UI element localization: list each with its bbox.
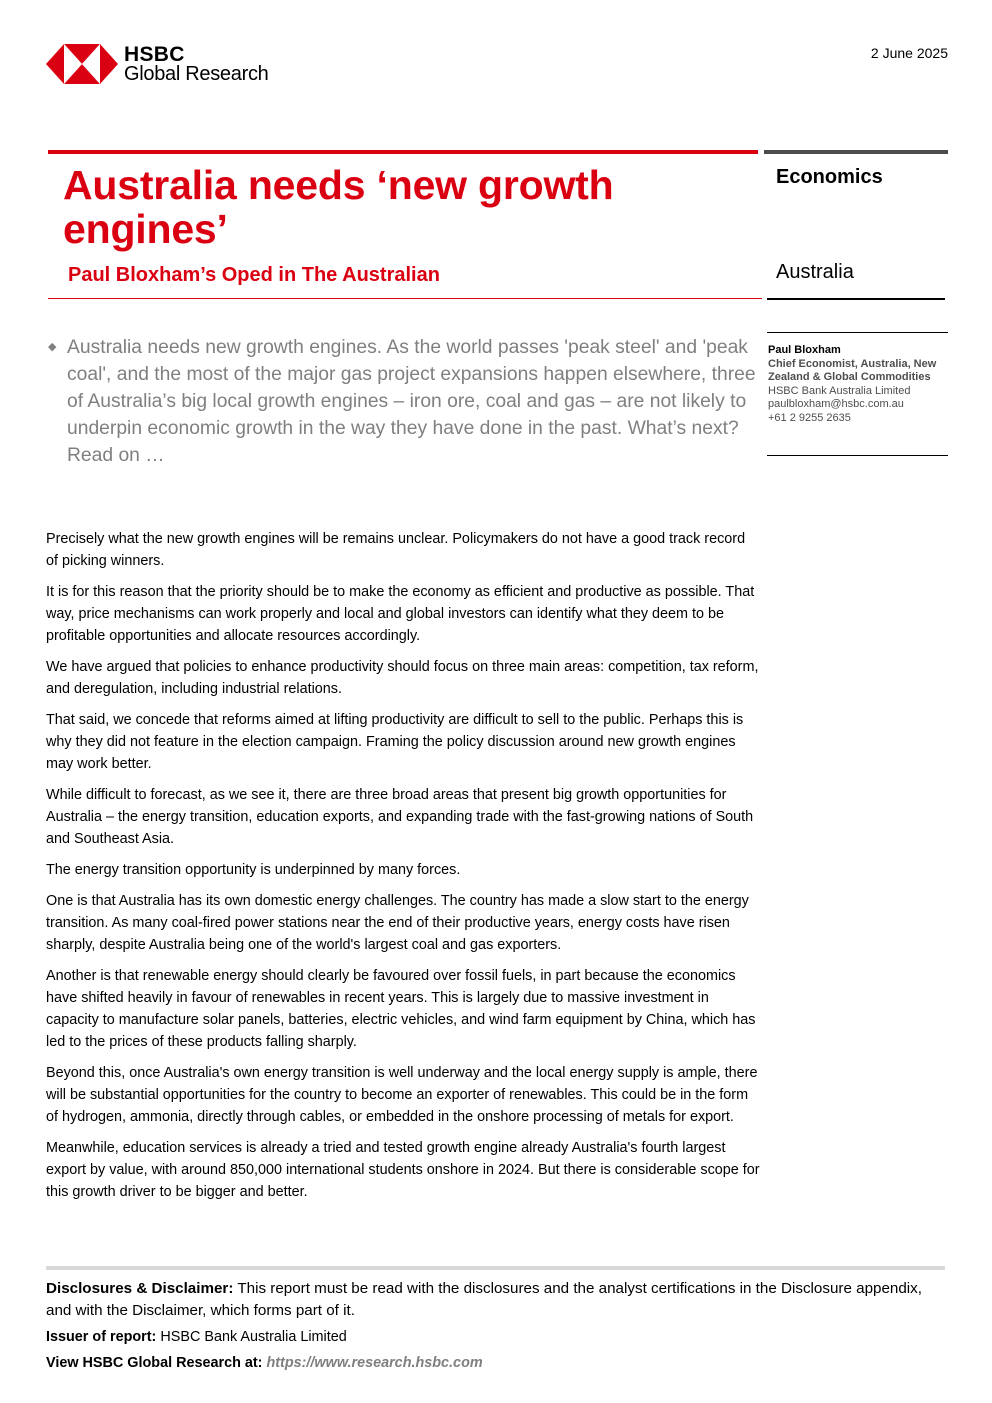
research-link[interactable]: https://www.research.hsbc.com: [266, 1355, 483, 1371]
author-top-rule: [767, 332, 948, 333]
title-bottom-rule: [48, 298, 762, 299]
issuer-label: Issuer of report:: [46, 1329, 157, 1345]
author-name: Paul Bloxham: [768, 344, 841, 356]
body-paragraph: That said, we concede that reforms aimed at lifting productivity are difficult to sell to the public. Perhaps this is why they did not feature in the election campaign. Framing the policy discussion around new growth engines may work better.: [46, 712, 744, 772]
body-paragraph: It is for this reason that the priority should be to make the economy as efficient and productive as possible. That way, price mechanisms can work properly and local and global investors can identify what they deem to be profitable opportunities and allocate resources accordingly.: [46, 584, 755, 644]
view-research-label: View HSBC Global Research at:: [46, 1355, 263, 1371]
disclosures-label: Disclosures & Disclaimer:: [46, 1280, 234, 1297]
issuer-text: HSBC Bank Australia Limited: [160, 1329, 347, 1345]
body-paragraph: The energy transition opportunity is underpinned by many forces.: [46, 862, 461, 878]
body-paragraph: We have argued that policies to enhance productivity should focus on three main areas: competition, tax reform, and deregulation, including industrial relations.: [46, 659, 759, 697]
body-paragraph: Beyond this, once Australia's own energy transition is well underway and the local energy supply is ample, there will be substantial opportunities for the country to become an exporter of renewables. This could be in the form of hydrogen, ammonia, directly through cables, or embedded in the onshore processing of metals for export.: [46, 1065, 758, 1125]
sidebar-rule: [767, 298, 945, 300]
view-research-line: [46, 1352, 946, 1374]
diamond-bullet-icon: ◆: [48, 341, 57, 353]
issuer-line: [46, 1326, 946, 1348]
logo-division-text: Global Research: [124, 63, 269, 85]
title-top-rule: [48, 150, 758, 154]
summary-text: Australia needs new growth engines. As the world passes 'peak steel' and 'peak coal', and the most of the major gas project expansions happen elsewhere, three of Australia’s big local growth engines – iron ore, coal and gas – are not likely to underpin economic growth in the way they have done in the past. What’s next? Read on …: [67, 337, 756, 466]
logo-brand-text: HSBC: [124, 43, 185, 66]
body-paragraph: Another is that renewable energy should clearly be favoured over fossil fuels, in part because the economics have shifted heavily in favour of renewables in recent years. This is largely due to massive investment in capacity to manufacture solar panels, batteries, electric vehicles, and wind farm equipment by China, which has led to the prices of these products falling sharply.: [46, 968, 756, 1050]
report-region: Australia: [776, 261, 854, 283]
footer-rule: [46, 1266, 945, 1270]
report-date: 2 June 2025: [870, 45, 948, 61]
sidebar-top-rule: [764, 150, 948, 154]
body-paragraph: One is that Australia has its own domestic energy challenges. The country has made a slow start to the energy transition. As many coal-fired power stations near the end of their productive years, energy costs have risen sharply, despite Australia being one of the world's largest coal and gas exporters.: [46, 893, 749, 953]
report-category: Economics: [776, 166, 883, 188]
footer-disclosures: [46, 1278, 946, 1378]
report-subtitle: Paul Bloxham’s Oped in The Australian: [68, 264, 440, 286]
author-role: Chief Economist, Australia, New Zealand & Global Commodities: [768, 357, 937, 383]
hexagon-logo-icon: [46, 44, 118, 84]
disclosures-text: This report must be read with the disclosures and the analyst certifications in the Disclosure appendix, and with the Disclaimer, which forms part of it.: [46, 1280, 922, 1319]
author-company: HSBC Bank Australia Limited: [768, 384, 911, 397]
disclosures-line: [46, 1278, 946, 1322]
author-block: [768, 344, 948, 425]
body-paragraph: Precisely what the new growth engines will be remains unclear. Policymakers do not have a good track record of picking winners.: [46, 531, 746, 569]
body-paragraph: Meanwhile, education services is already a tried and tested growth engine already Australia's fourth largest export by value, with around 850,000 international students onshore in 2024. But there is considerable scope for this growth driver to be bigger and better.: [46, 1140, 760, 1200]
hsbc-logo: [46, 44, 276, 86]
author-phone: +61 2 9255 2635: [768, 411, 851, 424]
author-bottom-rule: [767, 455, 948, 456]
body-paragraph: While difficult to forecast, as we see it, there are three broad areas that present big growth opportunities for Australia – the energy transition, education exports, and expanding trade with the fast-growing nations of South and Southeast Asia.: [46, 787, 754, 847]
article-body: [46, 528, 761, 1212]
report-title: Australia needs ‘new growth engines’: [63, 162, 614, 252]
author-email[interactable]: paulbloxham@hsbc.com.au: [768, 398, 904, 410]
